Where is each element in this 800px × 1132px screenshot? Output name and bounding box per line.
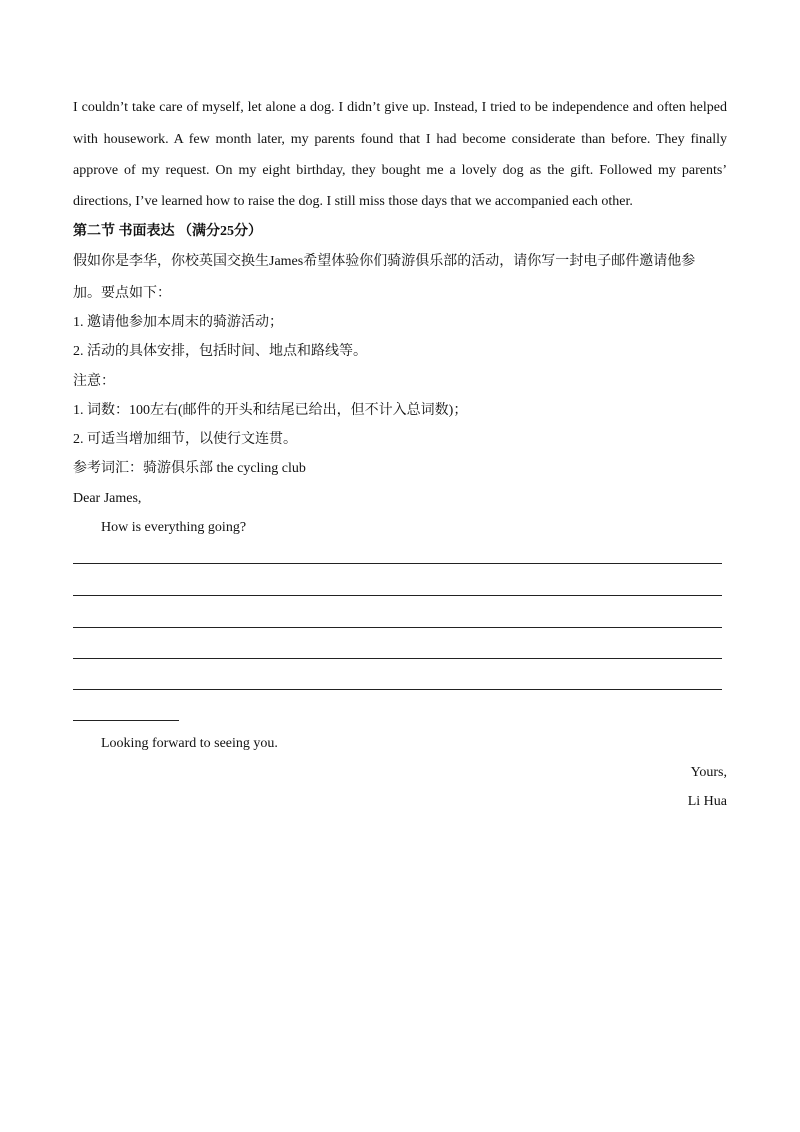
passage-line-1: I couldn’t take care of myself, let alone a dog. I didn’t give up. Instead, I tried to be independence and often helped xyxy=(73,100,727,115)
answer-line-1 xyxy=(73,563,722,564)
notes-label: 注意： xyxy=(73,374,115,389)
answer-line-5 xyxy=(73,689,722,690)
letter-signature: Li Hua xyxy=(687,794,727,809)
answer-line-4 xyxy=(73,658,722,659)
letter-closing: Looking forward to seeing you. xyxy=(101,736,278,751)
answer-line-2 xyxy=(73,595,722,596)
passage-line-3: approve of my request. On my eight birthday, they bought me a lovely dog as the gift. Followed my parents’ xyxy=(73,163,727,178)
prompt-intro-line-2: 加。要点如下： xyxy=(73,286,171,301)
letter-opening: How is everything going? xyxy=(101,520,247,535)
letter-signoff: Yours, xyxy=(690,765,727,780)
letter-salutation: Dear James, xyxy=(73,491,142,506)
vocab-hint: 参考词汇：骑游俱乐部 the cycling club xyxy=(73,461,306,476)
prompt-point-1: 1. 邀请他参加本周末的骑游活动； xyxy=(73,315,283,330)
section-title: 第二节 书面表达 （满分25分） xyxy=(73,224,262,239)
answer-line-6 xyxy=(73,720,179,721)
passage-line-4: directions, I’ve learned how to raise the dog. I still miss those days that we accompanied each other. xyxy=(73,194,633,209)
note-1: 1. 词数：100左右(邮件的开头和结尾已给出，但不计入总词数)； xyxy=(73,403,468,418)
note-2: 2. 可适当增加细节，以使行文连贯。 xyxy=(73,432,297,447)
prompt-intro-line-1: 假如你是李华，你校英国交换生James希望体验你们骑游俱乐部的活动，请你写一封电子邮件邀请他参 xyxy=(73,254,696,269)
answer-line-3 xyxy=(73,627,722,628)
passage-line-2: with housework. A few month later, my parents found that I had become considerate than before. They finally xyxy=(73,132,727,147)
prompt-point-2: 2. 活动的具体安排，包括时间、地点和路线等。 xyxy=(73,344,367,359)
